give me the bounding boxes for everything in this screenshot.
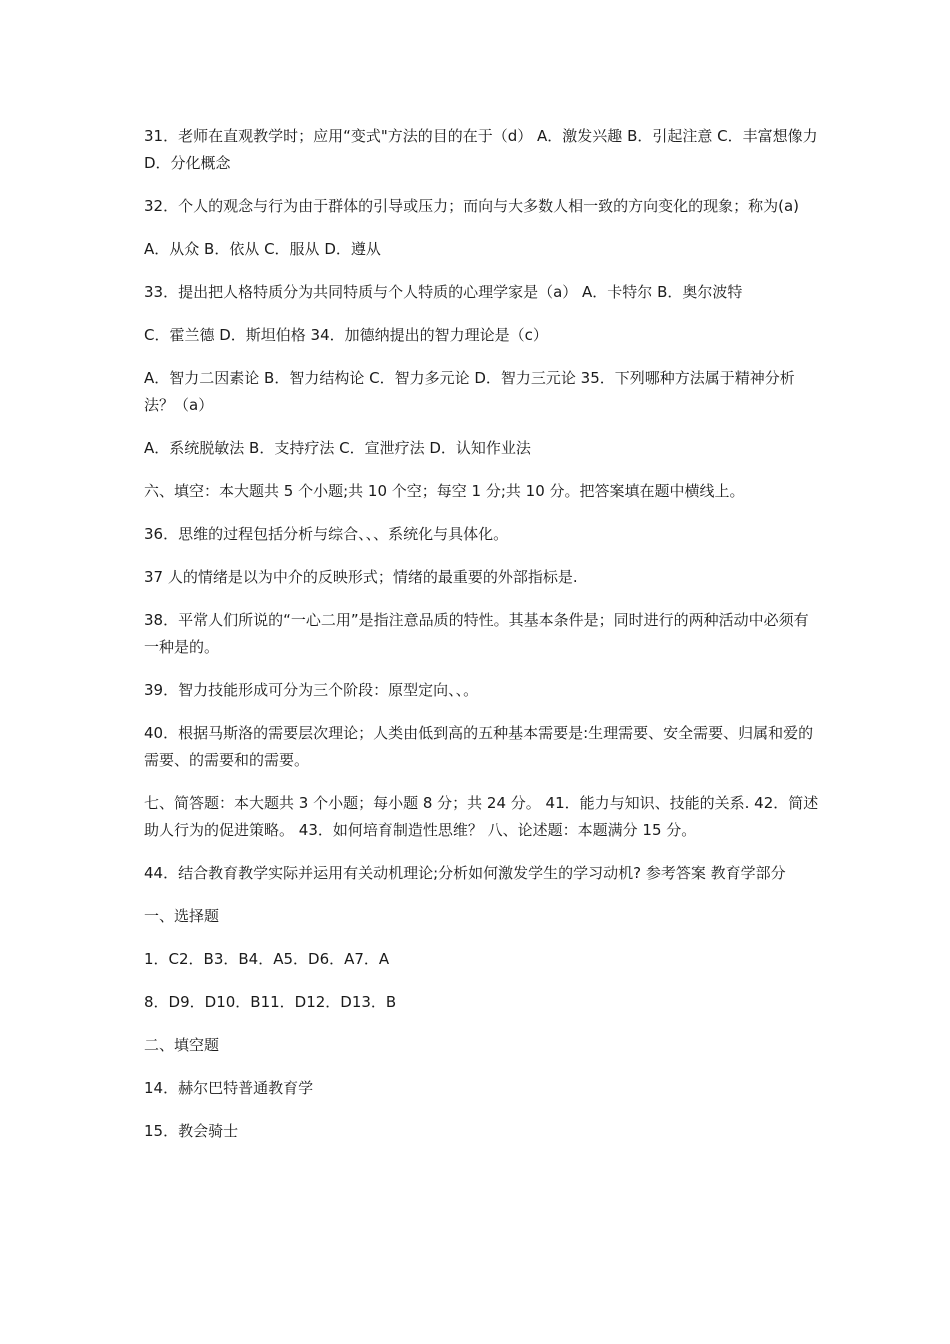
question-31: 31．老师在直观教学时；应用“变式"方法的目的在于（d） A．激发兴趣 B．引起注意 C．丰富想像力 D．分化概念 [144,127,818,172]
document-body [144,123,820,1161]
question-35-options: A．系统脱敏法 B．支持疗法 C．宣泄疗法 D．认知作业法 [144,439,531,457]
answers-1-7: 1．C2．B3．B4．A5．D6．A7．A [144,950,390,968]
question-34-35: A．智力二因素论 B．智力结构论 C．智力多元论 D．智力三元论 35．下列哪种方法属于精神分析法？（a） [144,369,795,414]
answer-section-fill-in: 二、填空题 [144,1036,220,1054]
section-fill-in-heading: 六、填空：本大题共 5 个小题;共 10 个空；每空 1 分;共 10 分。把答案填在题中横线上。 [144,482,745,500]
question-32: 32．个人的观念与行为由于群体的引导或压力；而向与大多数人相一致的方向变化的现象；称为(a) [144,197,799,215]
question-44: 44．结合教育教学实际并运用有关动机理论;分析如何激发学生的学习动机? 参考答案 教育学部分 [144,864,786,882]
question-36: 36．思维的过程包括分析与综合、、、系统化与具体化。 [144,525,509,543]
question-32-options: A．从众 B．依从 C．服从 D．遵从 [144,240,381,258]
answers-8-13: 8．D9．D10．B11．D12．D13．B [144,993,397,1011]
question-33: 33．提出把人格特质分为共同特质与个人特质的心理学家是（a） A．卡特尔 B．奥尔波特 [144,283,743,301]
question-38: 38．平常人们所说的“一心二用”是指注意品质的特性。其基本条件是；同时进行的两种活动中必须有一种是的。 [144,611,809,656]
answer-section-choice: 一、选择题 [144,907,220,925]
answer-14: 14．赫尔巴特普通教育学 [144,1079,314,1097]
answer-15: 15．教会骑士 [144,1122,239,1140]
question-33-34: C．霍兰德 D．斯坦伯格 34．加德纳提出的智力理论是（c） [144,326,548,344]
question-37: 37 人的情绪是以为中介的反映形式；情绪的最重要的外部指标是. [144,568,578,586]
section-short-answer: 七、简答题：本大题共 3 个小题；每小题 8 分；共 24 分。 41．能力与知识、技能的关系. 42．简述助人行为的促进策略。 43．如何培育制造性思维？ 八、论述题：本题满分 15 分。 [144,794,819,839]
question-39: 39．智力技能形成可分为三个阶段：原型定向、、。 [144,681,479,699]
question-40: 40．根据马斯洛的需要层次理论；人类由低到高的五种基本需要是:生理需要、安全需要、归属和爱的需要、的需要和的需要。 [144,724,814,769]
